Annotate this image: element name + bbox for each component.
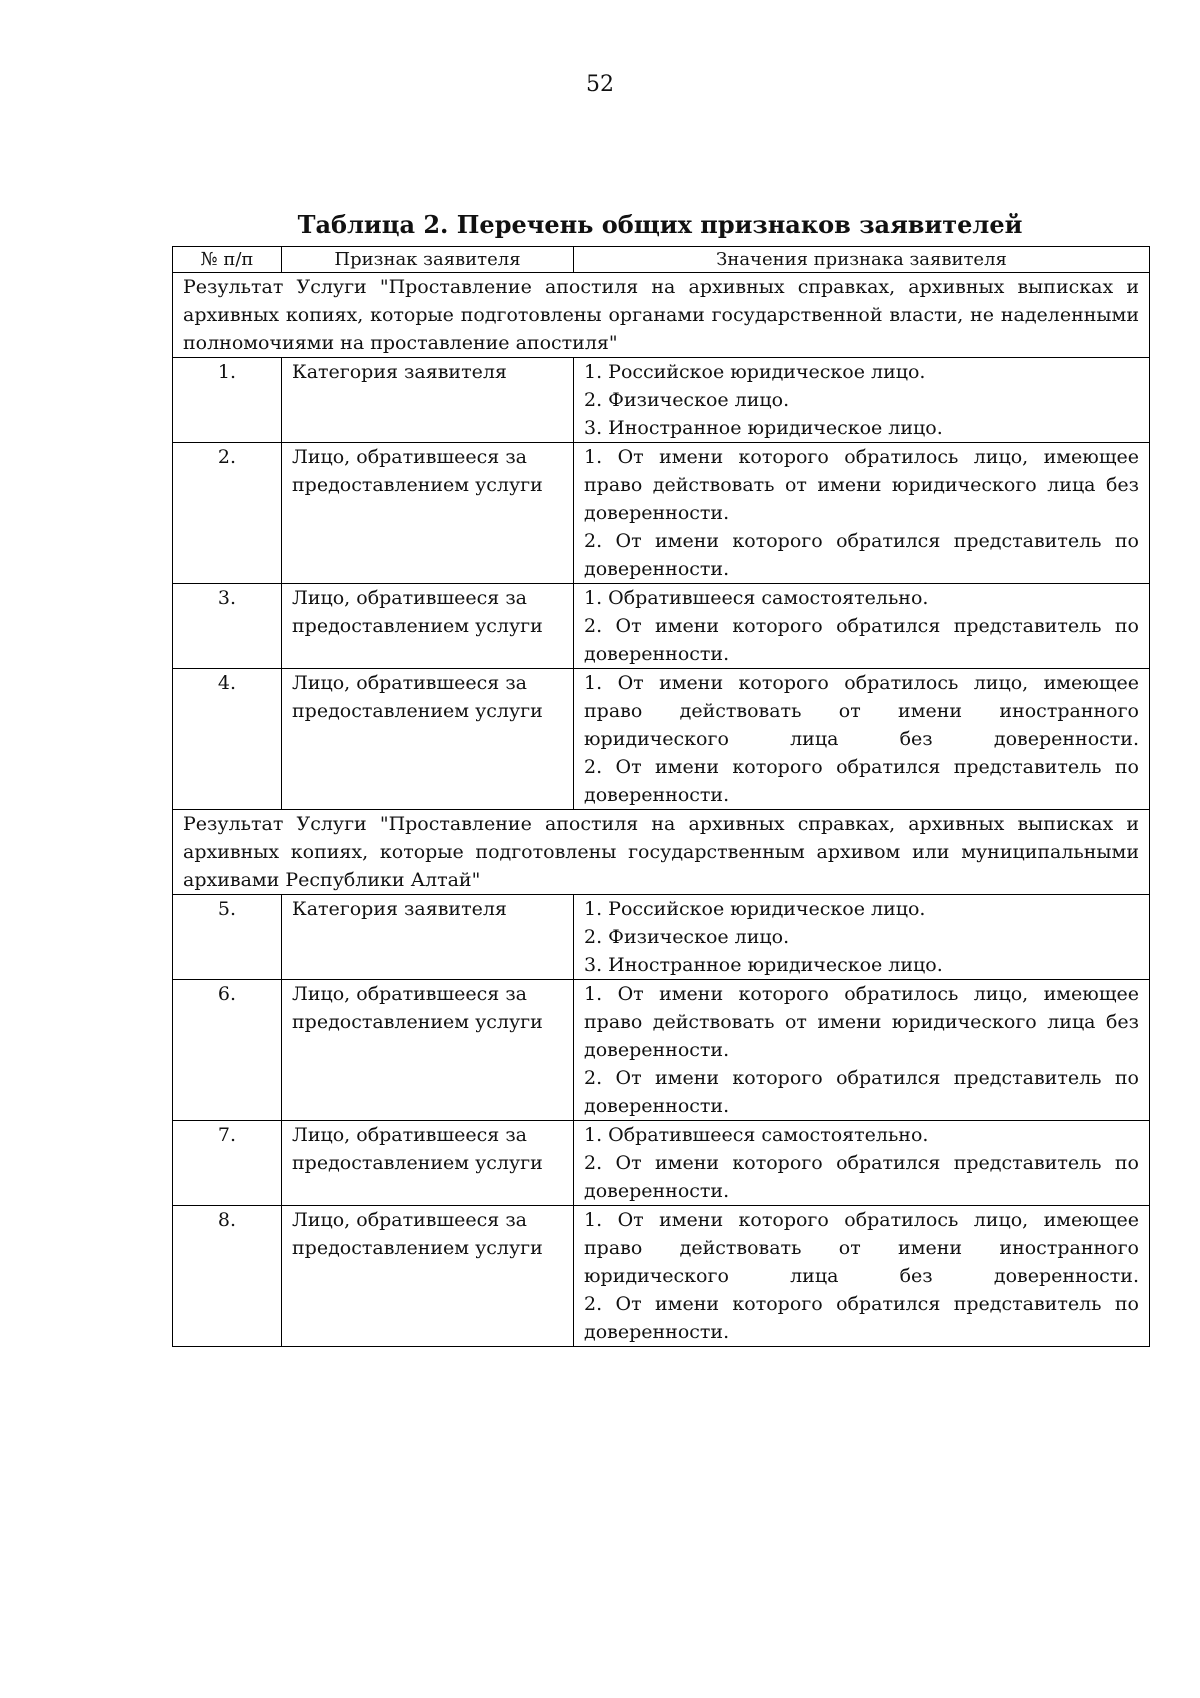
section-heading: Результат Услуги "Проставление апостиля на архивных справках, архивных выписках и архивных копиях, которые подготовлены органами государственной власти, не наделенными полномочиями на проставление апостиля"	[173, 273, 1150, 358]
value-item: 2. От имени которого обратился представитель по доверенности.	[584, 1293, 1139, 1343]
value-item: 2. От имени которого обратился представитель по доверенности.	[584, 1067, 1139, 1117]
row-attribute: Лицо, обратившееся за предоставлением услуги	[282, 669, 574, 810]
row-values	[574, 669, 1150, 810]
row-number: 2.	[173, 443, 282, 584]
table-row	[173, 895, 1150, 980]
row-number: 7.	[173, 1121, 282, 1206]
row-number: 3.	[173, 584, 282, 669]
applicant-attributes-table	[172, 246, 1150, 1347]
section-heading: Результат Услуги "Проставление апостиля на архивных справках, архивных выписках и архивных копиях, которые подготовлены государственным архивом или муниципальными архивами Республики Алтай"	[173, 810, 1150, 895]
value-item: 1. От имени которого обратилось лицо, имеющее право действовать от имени иностранного юридического лица без доверенности.	[584, 672, 1139, 750]
table-row	[173, 1206, 1150, 1347]
table-row	[173, 1121, 1150, 1206]
row-attribute: Категория заявителя	[282, 358, 574, 443]
header-row	[173, 247, 1150, 273]
header-attribute: Признак заявителя	[282, 247, 574, 273]
row-values	[574, 443, 1150, 584]
value-item: 1. Российское юридическое лицо.	[584, 361, 926, 383]
row-number: 1.	[173, 358, 282, 443]
table-row	[173, 584, 1150, 669]
row-number: 4.	[173, 669, 282, 810]
value-item: 2. Физическое лицо.	[584, 389, 790, 411]
row-attribute: Лицо, обратившееся за предоставлением услуги	[282, 584, 574, 669]
value-item: 2. От имени которого обратился представитель по доверенности.	[584, 530, 1139, 580]
value-item: 3. Иностранное юридическое лицо.	[584, 954, 943, 976]
table-row	[173, 669, 1150, 810]
table-row	[173, 980, 1150, 1121]
value-item: 3. Иностранное юридическое лицо.	[584, 417, 943, 439]
section-row	[173, 810, 1150, 895]
section-row	[173, 273, 1150, 358]
value-item: 1. От имени которого обратилось лицо, имеющее право действовать от имени юридического лица без доверенности.	[584, 446, 1139, 524]
header-values: Значения признака заявителя	[574, 247, 1150, 273]
table-header	[173, 247, 1150, 273]
value-item: 2. Физическое лицо.	[584, 926, 790, 948]
row-number: 5.	[173, 895, 282, 980]
value-item: 2. От имени которого обратился представитель по доверенности.	[584, 615, 1139, 665]
value-item: 2. От имени которого обратился представитель по доверенности.	[584, 756, 1139, 806]
row-values	[574, 584, 1150, 669]
row-attribute: Лицо, обратившееся за предоставлением услуги	[282, 1121, 574, 1206]
value-item: 1. Обратившееся самостоятельно.	[584, 1124, 929, 1146]
table-body	[173, 273, 1150, 1347]
row-attribute: Категория заявителя	[282, 895, 574, 980]
header-num: № п/п	[173, 247, 282, 273]
page-number: 52	[586, 72, 614, 97]
row-attribute: Лицо, обратившееся за предоставлением услуги	[282, 1206, 574, 1347]
table-row	[173, 358, 1150, 443]
value-item: 1. От имени которого обратилось лицо, имеющее право действовать от имени юридического лица без доверенности.	[584, 983, 1139, 1061]
table-row	[173, 443, 1150, 584]
row-values	[574, 1206, 1150, 1347]
table-title: Таблица 2. Перечень общих признаков заявителей	[297, 210, 1023, 239]
row-values	[574, 980, 1150, 1121]
value-item: 2. От имени которого обратился представитель по доверенности.	[584, 1152, 1139, 1202]
row-values	[574, 1121, 1150, 1206]
row-attribute: Лицо, обратившееся за предоставлением услуги	[282, 980, 574, 1121]
row-values	[574, 358, 1150, 443]
value-item: 1. От имени которого обратилось лицо, имеющее право действовать от имени иностранного юридического лица без доверенности.	[584, 1209, 1139, 1287]
row-attribute: Лицо, обратившееся за предоставлением услуги	[282, 443, 574, 584]
value-item: 1. Российское юридическое лицо.	[584, 898, 926, 920]
row-values	[574, 895, 1150, 980]
row-number: 6.	[173, 980, 282, 1121]
value-item: 1. Обратившееся самостоятельно.	[584, 587, 929, 609]
row-number: 8.	[173, 1206, 282, 1347]
